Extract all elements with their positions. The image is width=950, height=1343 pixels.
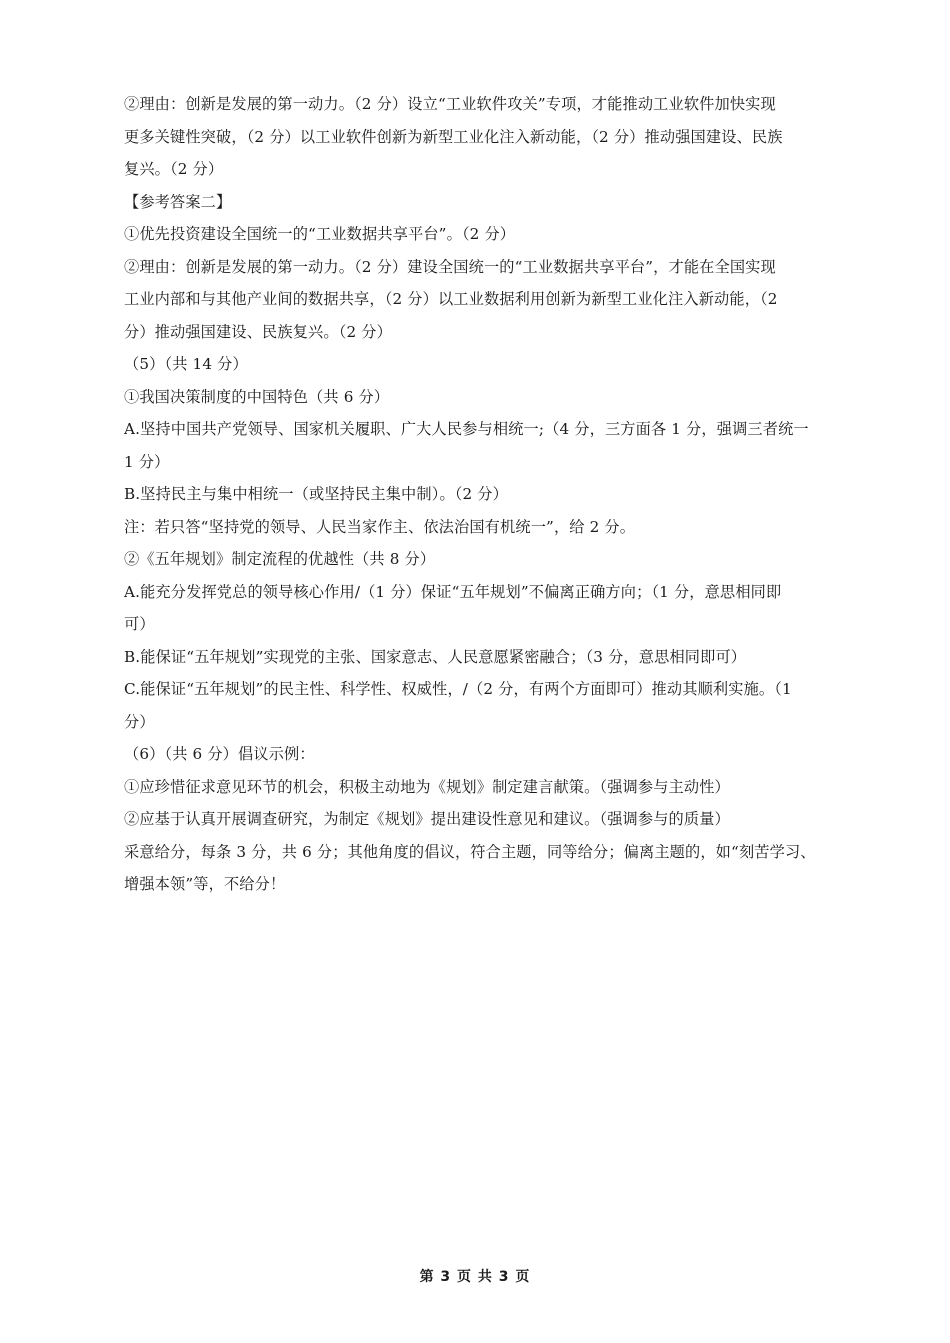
text-line: C.能保证“五年规划”的民主性、科学性、权威性，/（2 分，有两个方面即可）推动其顺利实施。（1 [124, 680, 792, 698]
question-heading: （6）（共 6 分）倡议示例： [124, 745, 315, 763]
text-line: 工业内部和与其他产业间的数据共享，（2 分）以工业数据利用创新为新型工业化注入新动能，（2 [124, 290, 778, 308]
text-line: 复兴。（2 分） [124, 160, 224, 178]
text-line: 分）推动强国建设、民族复兴。（2 分） [124, 322, 392, 341]
text-line: 采意给分，每条 3 分，共 6 分；其他角度的倡议，符合主题，同等给分；偏离主题的，如“刻苦学习、 [124, 842, 816, 861]
text-line: ①优先投资建设全国统一的“工业数据共享平台”。（2 分） [124, 225, 516, 243]
text-line: 分） [124, 712, 155, 731]
question-heading: （5）（共 14 分） [124, 355, 248, 373]
page-number-footer: 第 3 页 共 3 页 [419, 1269, 531, 1285]
text-line: 可） [124, 615, 155, 633]
note-line: 注：若只答“坚持党的领导、人民当家作主、依法治国有机统一”，给 2 分。 [124, 517, 636, 536]
text-line: ②《五年规划》制定流程的优越性（共 8 分） [124, 550, 436, 568]
text-line: ②应基于认真开展调查研究，为制定《规划》提出建设性意见和建议。（强调参与的质量） [124, 810, 730, 828]
text-line: B.坚持民主与集中相统一（或坚持民主集中制）。（2 分） [124, 485, 508, 503]
text-line: ①我国决策制度的中国特色（共 6 分） [124, 387, 390, 406]
text-line: A.能充分发挥党总的领导核心作用/（1 分）保证“五年规划”不偏离正确方向；（1 分，意思相同即 [124, 582, 782, 601]
text-line: 增强本领”等，不给分！ [124, 875, 286, 893]
text-line: 更多关键性突破，（2 分）以工业软件创新为新型工业化注入新动能，（2 分）推动强国建设、民族 [124, 127, 783, 146]
text-line: A.坚持中国共产党领导、国家机关履职、广大人民参与相统一;（4 分，三方面各 1 分，强调三者统一 [124, 420, 809, 438]
text-line: ②理由：创新是发展的第一动力。（2 分）建设全国统一的“工业数据共享平台”，才能在全国实现 [124, 257, 776, 276]
section-heading: 【参考答案二】 [124, 192, 232, 211]
text-line: ①应珍惜征求意见环节的机会，积极主动地为《规划》制定建言献策。（强调参与主动性） [124, 777, 730, 796]
answer-key-document [124, 88, 861, 901]
text-line: 1 分） [124, 452, 170, 471]
text-line: B.能保证“五年规划”实现党的主张、国家意志、人民意愿紧密融合；（3 分，意思相同即可） [124, 647, 747, 666]
text-line: ②理由：创新是发展的第一动力。（2 分）设立“工业软件攻关”专项，才能推动工业软件加快实现 [124, 95, 776, 113]
